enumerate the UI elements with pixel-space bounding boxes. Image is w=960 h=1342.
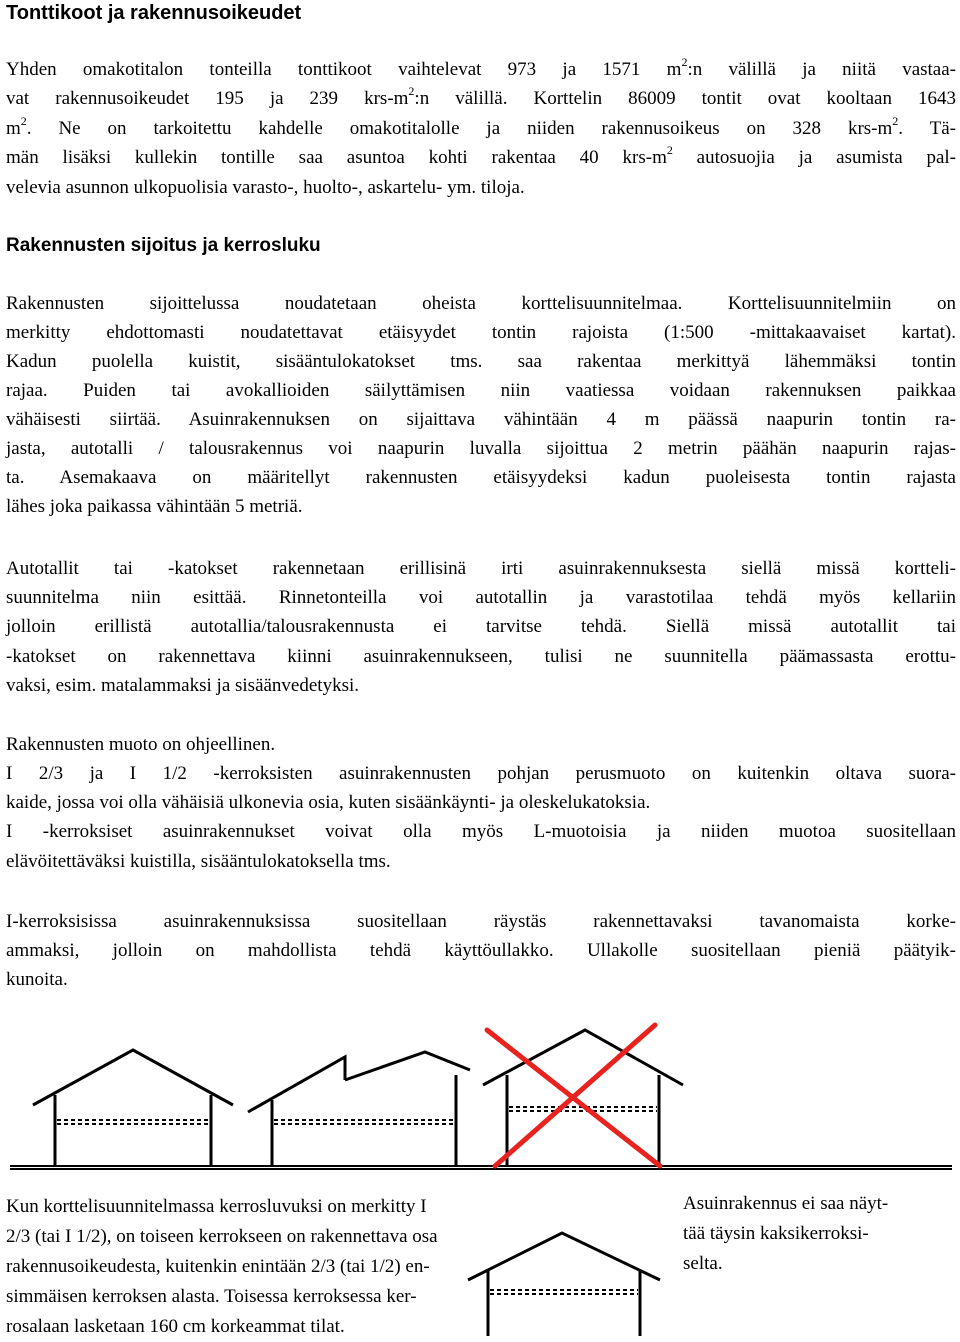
text-line: I -kerroksiset asuinrakennukset voivat olla myös L-muotoisia ja niiden muotoa suositellaan — [6, 821, 956, 842]
text-line: Autotallit tai -katokset rakennetaan erillisinä irti asuinrakennuksesta siellä missä kortteli- — [6, 558, 956, 579]
text-line: kaide, jossa voi olla vähäisiä ulkonevia osia, kuten sisäänkäynti- ja oleskelukatoksia. — [6, 792, 651, 813]
caption-line: tää täysin kaksikerroksi- — [683, 1223, 869, 1244]
text-line: -katokset on rakennettava kiinni asuinrakennukseen, tulisi ne suunnitella päämassasta erottu- — [6, 646, 956, 667]
text-line: rajaa. Puiden tai avokallioiden säilyttämisen niin vaatiessa voidaan rakennuksen paikkaa — [6, 380, 956, 401]
caption-line: rakennusoikeudesta, kuitenkin enintään 2/3 (tai 1/2) en- — [6, 1256, 430, 1277]
text-line: $m^2$. Ne on tarkoitettu kahdelle omakotitalolle ja niiden rakennusoikeus on 328 krs-$m^2$. Tä- — [6, 114, 956, 139]
text-line: ta. Asemakaava on määritellyt rakennusten etäisyydeksi kadun puoleisesta tontin rajasta — [6, 467, 956, 488]
section-heading: Rakennusten sijoitus ja kerrosluku — [6, 235, 321, 256]
text-line: jolloin erillistä autotallia/talousrakennusta ei tarvitse tehdä. Siellä missä autotallit tai — [6, 616, 956, 637]
caption-left — [6, 1192, 438, 1342]
caption-right — [683, 1189, 888, 1279]
text-line: velevia asunnon ulkopuolisia varasto-, huolto-, askartelu- ym. tiloja. — [6, 177, 525, 198]
text-line: Yhden omakotitalon tonteilla tonttikoot vaihtelevat 973 ja 1571 $m^2:n$ välillä ja niitä vastaa- — [6, 55, 956, 80]
text-line: vaksi, esim. matalammaksi ja sisäänvedetyksi. — [6, 675, 360, 696]
caption-line: 2/3 (tai I 1/2), on toiseen kerrokseen on rakennettava osa — [6, 1226, 438, 1247]
red-cross-icon — [487, 1025, 660, 1166]
text-line: män lisäksi kullekin tontille saa asuntoa kohti rakentaa 40 krs-$m^2$ autosuojia ja asumista pal- — [6, 143, 956, 168]
text-line: suunnitelma niin esittää. Rinnetonteilla voi autotallin ja varastotilaa tehdä myös kellariin — [6, 587, 956, 608]
text-line: I 2/3 ja I 1/2 -kerroksisten asuinrakennusten pohjan perusmuoto on kuitenkin oltava suora- — [6, 763, 956, 784]
text-line: Rakennusten sijoittelussa noudatetaan oheista korttelisuunnitelmaa. Korttelisuunnitelmiin on — [6, 293, 956, 314]
text-line: merkitty ehdottomasti noudatettavat etäisyydet tontin rajoista (1:500 -mittakaavaiset kartat). — [6, 322, 956, 343]
caption-line: selta. — [683, 1253, 723, 1274]
caption-line: rosalaan lasketaan 160 cm korkeammat tilat. — [6, 1316, 345, 1337]
text-line: Kadun puolella kuistit, sisääntulokatokset tms. saa rakentaa merkittyä lähemmäksi tontin — [6, 351, 956, 372]
caption-line: Kun korttelisuunnitelmassa kerrosluvuksi on merkitty I — [6, 1196, 427, 1217]
text-line: ammaksi, jolloin on mahdollista tehdä käyttöullakko. Ullakolle suositellaan pieniä päätyik- — [6, 940, 956, 961]
text-line: vat rakennusoikeudet 195 ja 239 krs-$m^2:n$ välillä. Korttelin 86009 tontit ovat kooltaan 1643 — [6, 84, 956, 109]
caption-line: simmäisen kerroksen alasta. Toisessa kerroksessa ker- — [6, 1286, 417, 1307]
text-line: vähäisesti siirtää. Asuinrakennuksen on sijaittava vähintään 4 m päässä naapurin tontin ra- — [6, 409, 956, 430]
text-line: elävöitettäväksi kuistilla, sisääntulokatoksella tms. — [6, 851, 391, 872]
house-split-roof-icon — [248, 1052, 470, 1166]
house-saddle-roof-icon — [33, 1050, 233, 1166]
text-line: lähes joka paikassa vähintään 5 metriä. — [6, 496, 303, 517]
text-line: jasta, autotalli / talousrakennus voi naapurin luvalla sijoittua 2 metrin päähän naapurin rajas- — [6, 438, 956, 459]
caption-line: Asuinrakennus ei saa näyt- — [683, 1193, 889, 1214]
text-line: kunoita. — [6, 969, 68, 990]
text-line: Rakennusten muoto on ohjeellinen. — [6, 734, 276, 755]
house-small-icon — [468, 1233, 660, 1336]
text-line: I-kerroksisissa asuinrakennuksissa suositellaan räystäs rakennettavaksi tavanomaista korke- — [6, 911, 956, 932]
page-title: Tonttikoot ja rakennusoikeudet — [6, 2, 302, 24]
